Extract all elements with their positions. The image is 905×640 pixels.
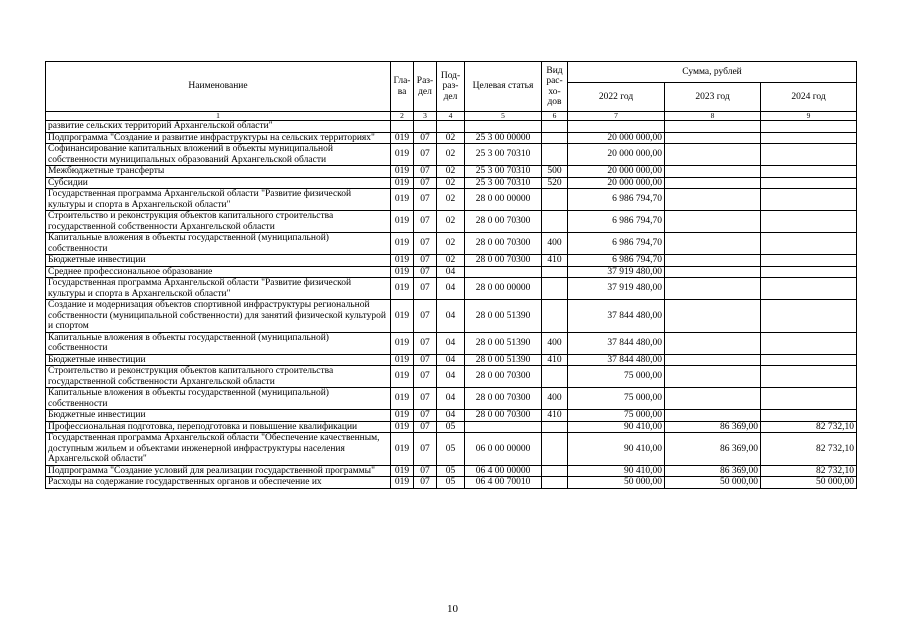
row-sum-2023 [665,332,761,354]
header-sum: Сумма, рублей [568,62,857,83]
row-sum-2023: 86 369,00 [665,421,761,433]
row-name: Капитальные вложения в объекты государственной (муниципальной) собственности [46,388,391,410]
row-glava: 019 [391,354,414,366]
row-name: Капитальные вложения в объекты государственной (муниципальной) собственности [46,332,391,354]
row-podrazdel: 04 [437,354,465,366]
row-expense-type: 410 [542,255,568,267]
table-row [46,433,857,466]
row-razdel: 07 [414,410,437,422]
row-target-article [465,121,542,133]
row-name: Подпрограмма "Создание условий для реализации государственной программы" [46,465,391,477]
page-number: 10 [447,603,458,615]
row-podrazdel: 04 [437,300,465,333]
row-glava: 019 [391,132,414,144]
row-glava: 019 [391,255,414,267]
table-row [46,278,857,300]
row-name: Бюджетные инвестиции [46,410,391,422]
row-podrazdel: 02 [437,233,465,255]
row-glava: 019 [391,233,414,255]
row-razdel: 07 [414,300,437,333]
row-podrazdel: 04 [437,366,465,388]
row-sum-2022: 6 986 794,70 [568,189,665,211]
row-razdel: 07 [414,132,437,144]
row-sum-2024 [761,144,857,166]
row-expense-type: 410 [542,354,568,366]
row-razdel: 07 [414,354,437,366]
row-target-article: 28 0 00 00000 [465,278,542,300]
table-body [46,121,857,489]
row-name: Бюджетные инвестиции [46,354,391,366]
row-target-article: 28 0 00 51390 [465,300,542,333]
row-sum-2023 [665,144,761,166]
row-expense-type [542,132,568,144]
table-row [46,166,857,178]
row-sum-2023 [665,300,761,333]
row-target-article: 25 3 00 70310 [465,177,542,189]
row-razdel: 07 [414,255,437,267]
table-row [46,266,857,278]
row-expense-type [542,477,568,489]
row-expense-type [542,211,568,233]
table-row [46,211,857,233]
row-sum-2022: 20 000 000,00 [568,132,665,144]
row-sum-2024 [761,388,857,410]
row-expense-type: 400 [542,332,568,354]
row-name: Строительство и реконструкция объектов капитального строительства государственной собственности Архангельской области [46,366,391,388]
row-sum-2024 [761,300,857,333]
row-target-article: 28 0 00 00000 [465,189,542,211]
row-sum-2023 [665,121,761,133]
row-podrazdel [437,121,465,133]
column-number: 5 [465,112,542,121]
row-sum-2023 [665,278,761,300]
row-name: Строительство и реконструкция объектов капитального строительства государственной собственности Архангельской области [46,211,391,233]
row-sum-2023 [665,233,761,255]
row-target-article: 06 4 00 70010 [465,477,542,489]
row-expense-type: 400 [542,233,568,255]
row-name: Создание и модернизация объектов спортивной инфраструктуры региональной собственности (муниципальной собственности) для занятий физической культурой и спортом [46,300,391,333]
row-expense-type: 500 [542,166,568,178]
row-razdel: 07 [414,189,437,211]
row-name: Профессиональная подготовка, переподготовка и повышение квалификации [46,421,391,433]
row-name: Государственная программа Архангельской области "Развитие физической культуры и спорта в Архангельской области" [46,189,391,211]
row-name: развитие сельских территорий Архангельской области" [46,121,391,133]
row-target-article: 28 0 00 70300 [465,211,542,233]
table-row [46,121,857,133]
row-sum-2022: 37 844 480,00 [568,300,665,333]
row-sum-2022: 90 410,00 [568,433,665,466]
row-sum-2023 [665,354,761,366]
row-razdel: 07 [414,144,437,166]
table-row [46,421,857,433]
row-sum-2024 [761,177,857,189]
row-podrazdel: 04 [437,388,465,410]
row-expense-type [542,465,568,477]
row-razdel: 07 [414,477,437,489]
header-year-2024: 2024 год [761,83,857,112]
column-number: 9 [761,112,857,121]
row-sum-2022: 37 919 480,00 [568,266,665,278]
row-razdel: 07 [414,388,437,410]
table-row [46,233,857,255]
row-name: Субсидии [46,177,391,189]
row-podrazdel: 02 [437,177,465,189]
row-glava [391,121,414,133]
row-razdel: 07 [414,433,437,466]
row-podrazdel: 04 [437,410,465,422]
row-expense-type [542,366,568,388]
row-razdel: 07 [414,177,437,189]
header-razdel: Раз-дел [414,62,437,112]
row-expense-type [542,300,568,333]
header-target-article: Целевая статья [465,62,542,112]
row-glava: 019 [391,477,414,489]
row-expense-type [542,144,568,166]
row-target-article: 25 3 00 00000 [465,132,542,144]
row-podrazdel: 05 [437,477,465,489]
row-podrazdel: 02 [437,132,465,144]
row-expense-type [542,121,568,133]
row-glava: 019 [391,388,414,410]
row-sum-2024 [761,366,857,388]
row-sum-2022: 37 844 480,00 [568,332,665,354]
row-sum-2022: 37 919 480,00 [568,278,665,300]
row-sum-2024 [761,410,857,422]
row-sum-2022: 20 000 000,00 [568,177,665,189]
row-razdel: 07 [414,233,437,255]
row-target-article: 28 0 00 70300 [465,410,542,422]
row-podrazdel: 05 [437,465,465,477]
row-sum-2024 [761,266,857,278]
row-sum-2022: 90 410,00 [568,421,665,433]
row-sum-2024: 50 000,00 [761,477,857,489]
row-razdel: 07 [414,366,437,388]
table-row [46,144,857,166]
row-sum-2022: 37 844 480,00 [568,354,665,366]
row-target-article: 28 0 00 51390 [465,354,542,366]
header-glava: Гла-ва [391,62,414,112]
row-target-article: 28 0 00 51390 [465,332,542,354]
header-podrazdel: Под-раз-дел [437,62,465,112]
row-sum-2024: 82 732,10 [761,421,857,433]
row-expense-type [542,266,568,278]
table-row [46,366,857,388]
row-sum-2022: 6 986 794,70 [568,211,665,233]
row-sum-2024 [761,255,857,267]
row-sum-2024 [761,233,857,255]
row-sum-2024 [761,189,857,211]
row-sum-2022: 50 000,00 [568,477,665,489]
table-row [46,177,857,189]
row-name: Государственная программа Архангельской области "Развитие физической культуры и спорта в Архангельской области" [46,278,391,300]
row-target-article: 06 0 00 00000 [465,433,542,466]
table-row [46,132,857,144]
header-name: Наименование [46,62,391,112]
table-row [46,255,857,267]
row-podrazdel: 02 [437,255,465,267]
row-name: Межбюджетные трансферты [46,166,391,178]
row-target-article [465,421,542,433]
row-podrazdel: 02 [437,166,465,178]
row-name: Подпрограмма "Создание и развитие инфраструктуры на сельских территориях" [46,132,391,144]
row-glava: 019 [391,366,414,388]
row-sum-2022: 75 000,00 [568,388,665,410]
row-target-article [465,266,542,278]
row-sum-2024 [761,278,857,300]
row-glava: 019 [391,144,414,166]
row-podrazdel: 04 [437,266,465,278]
row-glava: 019 [391,189,414,211]
row-target-article: 25 3 00 70310 [465,166,542,178]
row-glava: 019 [391,433,414,466]
row-sum-2024: 82 732,10 [761,433,857,466]
row-sum-2022: 90 410,00 [568,465,665,477]
row-sum-2022: 6 986 794,70 [568,233,665,255]
table-row [46,354,857,366]
row-name: Софинансирование капитальных вложений в объекты муниципальной собственности муниципальных образований Архангельской области [46,144,391,166]
row-razdel: 07 [414,278,437,300]
table-row [46,332,857,354]
row-glava: 019 [391,410,414,422]
row-expense-type: 520 [542,177,568,189]
row-glava: 019 [391,421,414,433]
row-name: Государственная программа Архангельской области "Обеспечение качественным, доступным жильем и объектами инженерной инфраструктуры населения Архангельской области" [46,433,391,466]
row-glava: 019 [391,278,414,300]
table-header [46,62,857,121]
row-sum-2022: 20 000 000,00 [568,166,665,178]
row-razdel: 07 [414,465,437,477]
row-sum-2023 [665,410,761,422]
row-sum-2023 [665,366,761,388]
row-sum-2023 [665,266,761,278]
row-glava: 019 [391,300,414,333]
row-razdel: 07 [414,332,437,354]
row-expense-type [542,421,568,433]
budget-table [45,61,857,489]
row-sum-2024 [761,354,857,366]
row-name: Бюджетные инвестиции [46,255,391,267]
header-year-2022: 2022 год [568,83,665,112]
row-podrazdel: 02 [437,144,465,166]
row-razdel: 07 [414,211,437,233]
row-sum-2024 [761,332,857,354]
row-sum-2023 [665,166,761,178]
row-podrazdel: 04 [437,332,465,354]
row-glava: 019 [391,465,414,477]
row-sum-2023: 86 369,00 [665,433,761,466]
row-glava: 019 [391,266,414,278]
row-target-article: 25 3 00 70310 [465,144,542,166]
row-podrazdel: 05 [437,433,465,466]
table-row [46,300,857,333]
row-sum-2024 [761,166,857,178]
row-expense-type: 400 [542,388,568,410]
row-podrazdel: 02 [437,211,465,233]
row-name: Расходы на содержание государственных органов и обеспечение их [46,477,391,489]
row-target-article: 28 0 00 70300 [465,233,542,255]
header-year-2023: 2023 год [665,83,761,112]
row-sum-2024 [761,132,857,144]
row-sum-2024 [761,211,857,233]
row-sum-2023 [665,211,761,233]
row-razdel [414,121,437,133]
row-sum-2023: 86 369,00 [665,465,761,477]
column-number: 6 [542,112,568,121]
row-sum-2023 [665,255,761,267]
row-sum-2023 [665,189,761,211]
table-row [46,410,857,422]
row-glava: 019 [391,211,414,233]
row-razdel: 07 [414,266,437,278]
row-glava: 019 [391,177,414,189]
row-podrazdel: 04 [437,278,465,300]
row-expense-type [542,433,568,466]
row-glava: 019 [391,166,414,178]
row-sum-2024 [761,121,857,133]
row-expense-type [542,189,568,211]
header-expense-type: Вид рас-хо-дов [542,62,568,112]
row-target-article: 28 0 00 70300 [465,255,542,267]
table-row [46,477,857,489]
row-sum-2023: 50 000,00 [665,477,761,489]
row-sum-2024: 82 732,10 [761,465,857,477]
row-podrazdel: 02 [437,189,465,211]
column-number-row [46,112,857,121]
column-number: 2 [391,112,414,121]
row-sum-2022: 75 000,00 [568,410,665,422]
row-glava: 019 [391,332,414,354]
row-sum-2023 [665,132,761,144]
table-row [46,189,857,211]
row-expense-type [542,278,568,300]
row-sum-2022 [568,121,665,133]
row-sum-2022: 6 986 794,70 [568,255,665,267]
column-number: 8 [665,112,761,121]
row-podrazdel: 05 [437,421,465,433]
row-target-article: 28 0 00 70300 [465,388,542,410]
row-sum-2022: 75 000,00 [568,366,665,388]
table-row [46,388,857,410]
column-number: 4 [437,112,465,121]
row-target-article: 28 0 00 70300 [465,366,542,388]
row-sum-2023 [665,177,761,189]
column-number: 3 [414,112,437,121]
row-name: Капитальные вложения в объекты государственной (муниципальной) собственности [46,233,391,255]
row-name: Среднее профессиональное образование [46,266,391,278]
row-razdel: 07 [414,421,437,433]
column-number: 1 [46,112,391,121]
column-number: 7 [568,112,665,121]
row-target-article: 06 4 00 00000 [465,465,542,477]
row-razdel: 07 [414,166,437,178]
table-row [46,465,857,477]
row-expense-type: 410 [542,410,568,422]
row-sum-2022: 20 000 000,00 [568,144,665,166]
row-sum-2023 [665,388,761,410]
